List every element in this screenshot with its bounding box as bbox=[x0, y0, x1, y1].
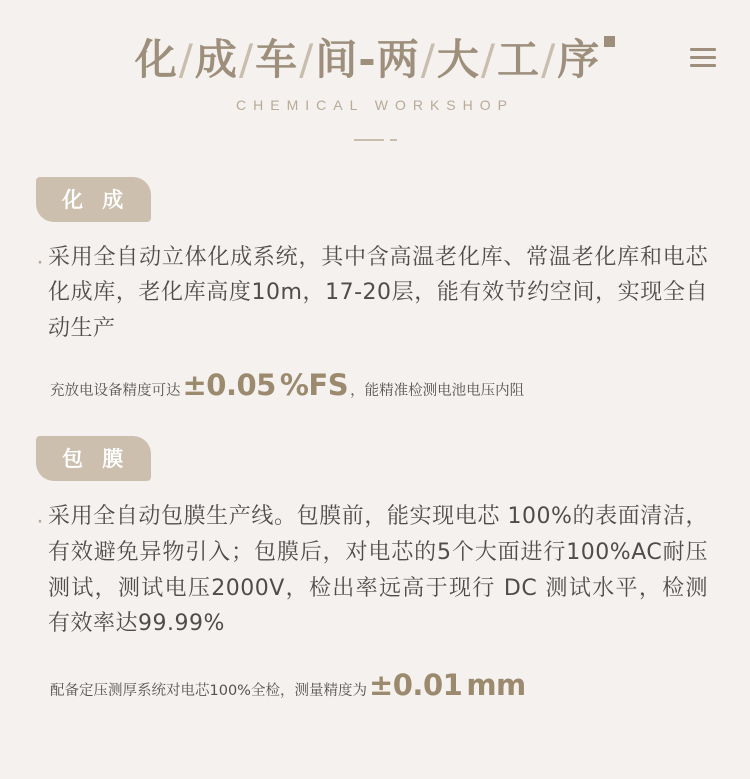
note-highlight-unit: mm bbox=[466, 667, 526, 702]
title-char: 成 bbox=[194, 35, 238, 84]
title-char: 大 bbox=[436, 35, 480, 84]
title-row bbox=[0, 34, 750, 87]
section-huacheng bbox=[0, 177, 750, 403]
note-highlight-unit: %FS bbox=[279, 368, 349, 403]
section-body-text: 采用全自动包膜生产线。包膜前，能实现电芯 100%的表面清洁，有效避免异物引入；包膜后，对电芯的5个大面进行100%AC耐压测试，测试电压2000V，检出率远高于现行 DC 测试水平，检测有效率达99.99% bbox=[48, 504, 708, 637]
section-badge: 包 膜 bbox=[36, 436, 151, 481]
title-char: 工 bbox=[497, 35, 541, 84]
bullet-icon: · bbox=[36, 507, 44, 535]
title-separator: / bbox=[541, 35, 557, 84]
note-highlight-value: ±0.01 bbox=[368, 667, 463, 702]
title-char: 序 bbox=[557, 35, 601, 84]
page-subtitle: CHEMICAL WORKSHOP bbox=[236, 96, 514, 113]
bullet-icon: · bbox=[36, 247, 44, 275]
title-char: 间 bbox=[315, 35, 359, 84]
section-badge: 化 成 bbox=[36, 177, 151, 222]
title-separator: / bbox=[238, 35, 255, 84]
title-char: 两 bbox=[376, 35, 420, 84]
note-suffix: ，能精准检测电池电压内阻 bbox=[350, 383, 525, 400]
divider-dot bbox=[390, 139, 397, 141]
title-separator: / bbox=[178, 35, 194, 84]
note-prefix: 配备定压测厚系统对电芯100%全检，测量精度为 bbox=[50, 682, 367, 699]
title-char: - bbox=[358, 35, 377, 84]
note-prefix: 充放电设备精度可达 bbox=[50, 383, 181, 400]
note-highlight-value: ±0.05 bbox=[182, 368, 276, 403]
page-header bbox=[0, 0, 750, 141]
section-note bbox=[36, 368, 714, 402]
title-char: 车 bbox=[255, 35, 299, 84]
title-separator: / bbox=[299, 35, 315, 84]
title-separator: / bbox=[480, 35, 497, 84]
section-body-block bbox=[36, 240, 714, 347]
section-baomo bbox=[0, 436, 750, 702]
title-square-decoration bbox=[604, 36, 615, 47]
section-body-block bbox=[36, 499, 714, 642]
section-note bbox=[36, 668, 714, 702]
page-title bbox=[135, 34, 616, 87]
title-char: 化 bbox=[134, 35, 178, 84]
title-separator: / bbox=[420, 35, 436, 84]
section-body-text: 采用全自动立体化成系统，其中含高温老化库、常温老化库和电芯化成库，老化库高度10m，17-20层，能有效节约空间，实现全自动生产 bbox=[48, 244, 708, 341]
divider-decoration bbox=[0, 139, 750, 141]
divider-line bbox=[354, 139, 384, 141]
